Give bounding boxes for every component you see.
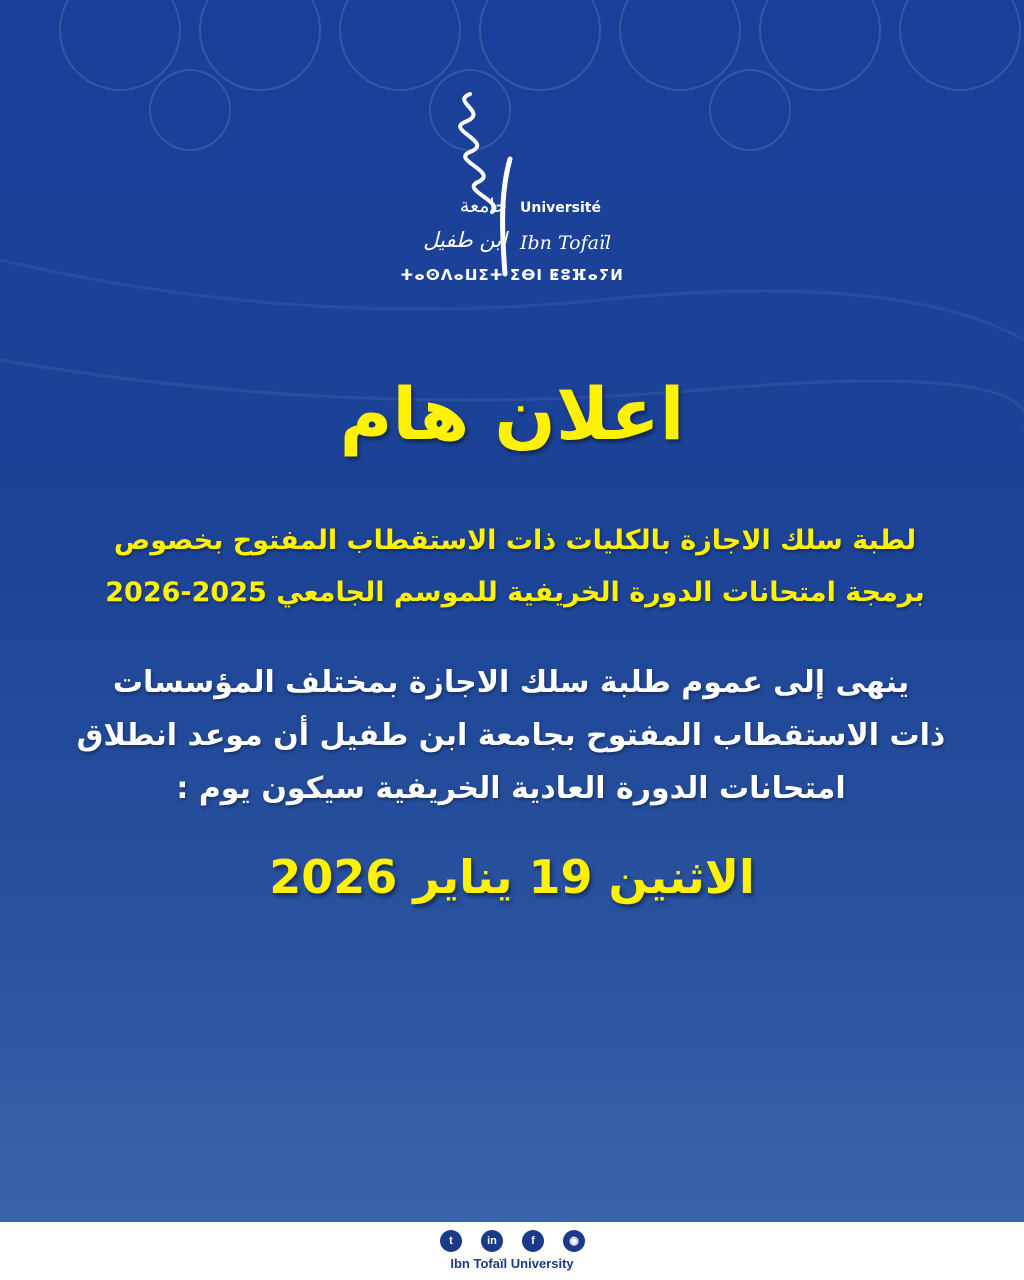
instagram-icon[interactable]: ◉ <box>563 1230 585 1252</box>
body-line-1: ينهى إلى عموم طلبة سلك الاجازة بمختلف المؤسسات <box>112 665 910 700</box>
subtitle-line-1: لطبة سلك الاجازة بالكليات ذات الاستقطاب المفتوح بخصوص <box>113 525 917 556</box>
announcement-body <box>30 656 992 815</box>
subtitle-line-2: برمجة امتحانات الدورة الخريفية للموسم الجامعي 2025-2026 <box>105 577 925 608</box>
logo-ibn-tofail-fr: Ibn Tofaïl <box>520 232 612 254</box>
university-logo-icon <box>410 84 615 294</box>
announcement-subtitle <box>40 515 990 619</box>
logo-university-ar: جامعة <box>459 195 507 217</box>
linkedin-icon[interactable]: in <box>481 1230 503 1252</box>
body-line-2: ذات الاستقطاب المفتوح بجامعة ابن طفيل أن موعد انطلاق <box>76 718 946 753</box>
logo-ibn-tofail-ar: ابن طفيل <box>423 228 507 252</box>
social-links <box>440 1230 590 1252</box>
twitter-icon[interactable]: t <box>440 1230 462 1252</box>
facebook-icon[interactable]: f <box>522 1230 544 1252</box>
logo-tifinagh: ⵜⴰⵙⴷⴰⵡⵉⵜ ⵉⴱⵏ ⵟⵓⴼⴰⵢⵍ <box>400 266 624 284</box>
logo-university-fr: Université <box>520 200 601 216</box>
footer <box>0 1222 1024 1280</box>
body-line-3: امتحانات الدورة العادية الخريفية سيكون يوم : <box>176 771 846 806</box>
announcement-title: اعلان هام <box>339 372 685 456</box>
footer-university-label: Ibn Tofaïl University <box>450 1256 574 1271</box>
exam-date: الاثنين 19 يناير 2026 <box>269 850 755 904</box>
